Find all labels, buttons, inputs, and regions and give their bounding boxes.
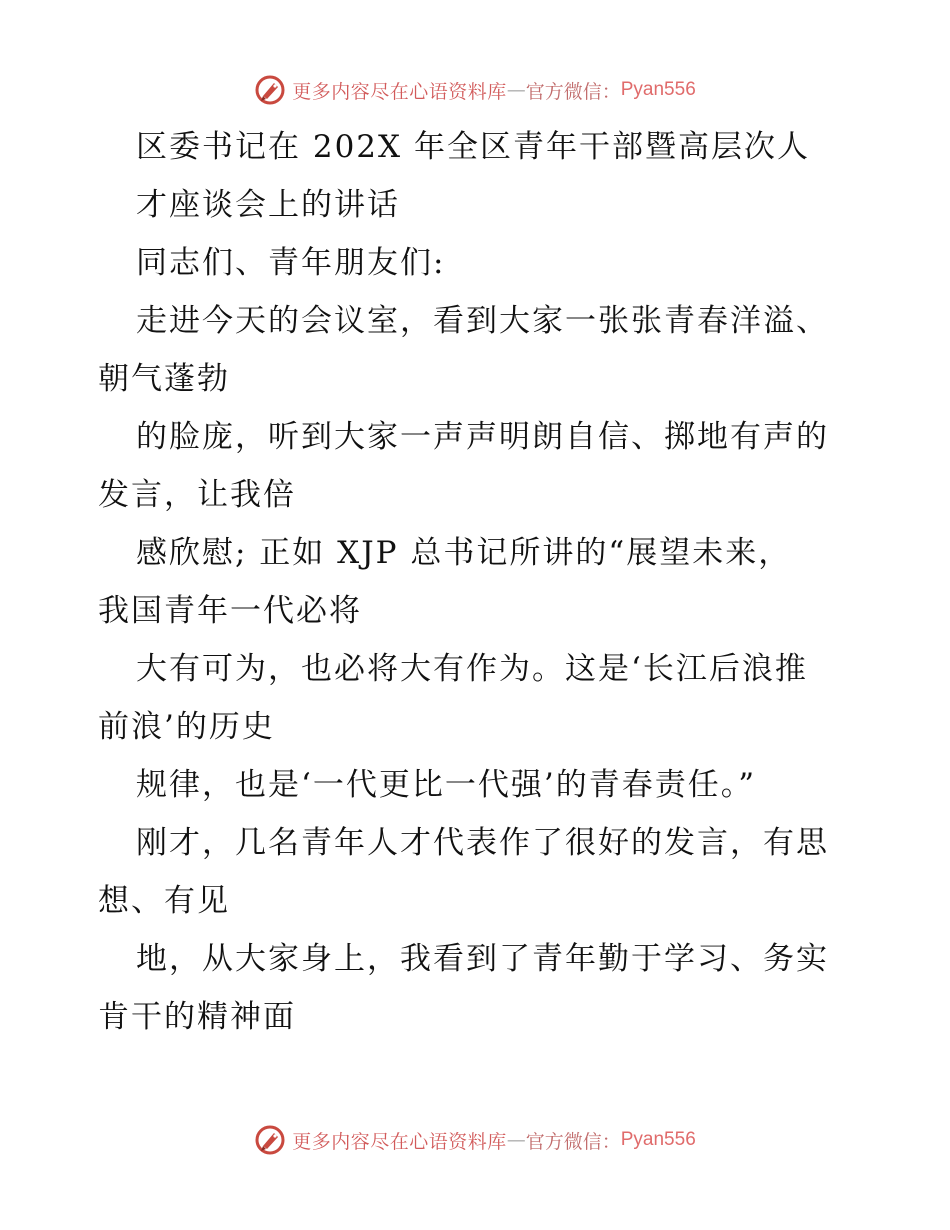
paragraph-line: 地，从大家身上，我看到了青年勤于学习、务实: [136, 941, 829, 977]
salutation: 同志们、青年朋友们:: [136, 245, 446, 281]
paragraph-line: 的脸庞，听到大家一声声明朗自信、掷地有声的: [136, 419, 829, 455]
title-line-2: 才座谈会上的讲话: [136, 187, 400, 223]
paragraph-line: 感欣慰; 正如 XJP 总书记所讲的“展望未来，: [136, 535, 792, 571]
paragraph-line: 大有可为，也必将大有作为。这是‘长江后浪推: [136, 651, 808, 687]
banner-main-text: 更多内容尽在心语资料库: [292, 1130, 507, 1153]
banner-wechat-label: 官方微信：: [525, 1130, 621, 1153]
header-banner: [0, 70, 950, 110]
banner-separator: —: [506, 79, 526, 101]
footer-banner: [0, 1120, 950, 1160]
paragraph-line: 发言，让我倍: [98, 477, 296, 513]
banner-wechat-id: Pyan556: [620, 79, 696, 100]
pen-nib-logo-icon: [254, 74, 286, 106]
banner-main-text: 更多内容尽在心语资料库: [292, 80, 507, 103]
paragraph-line: 规律，也是‘一代更比一代强’的青春责任。”: [136, 767, 757, 803]
paragraph-line: 前浪’的历史: [98, 709, 275, 745]
paragraph-line: 走进今天的会议室，看到大家一张张青春洋溢、: [136, 303, 829, 339]
paragraph-line: 刚才，几名青年人才代表作了很好的发言，有思: [136, 825, 829, 861]
pen-nib-logo-icon: [254, 1124, 286, 1156]
paragraph-line: 朝气蓬勃: [98, 361, 230, 397]
title-line-1: 区委书记在 202X 年全区青年干部暨高层次人: [136, 129, 810, 165]
banner-separator: —: [506, 1129, 526, 1151]
paragraph-line: 肯干的精神面: [98, 999, 296, 1035]
paragraph-line: 想、有见: [98, 883, 230, 919]
banner-wechat-label: 官方微信：: [525, 80, 621, 103]
banner-wechat-id: Pyan556: [620, 1129, 696, 1150]
document-body: [0, 118, 950, 1046]
paragraph-line: 我国青年一代必将: [98, 593, 362, 629]
